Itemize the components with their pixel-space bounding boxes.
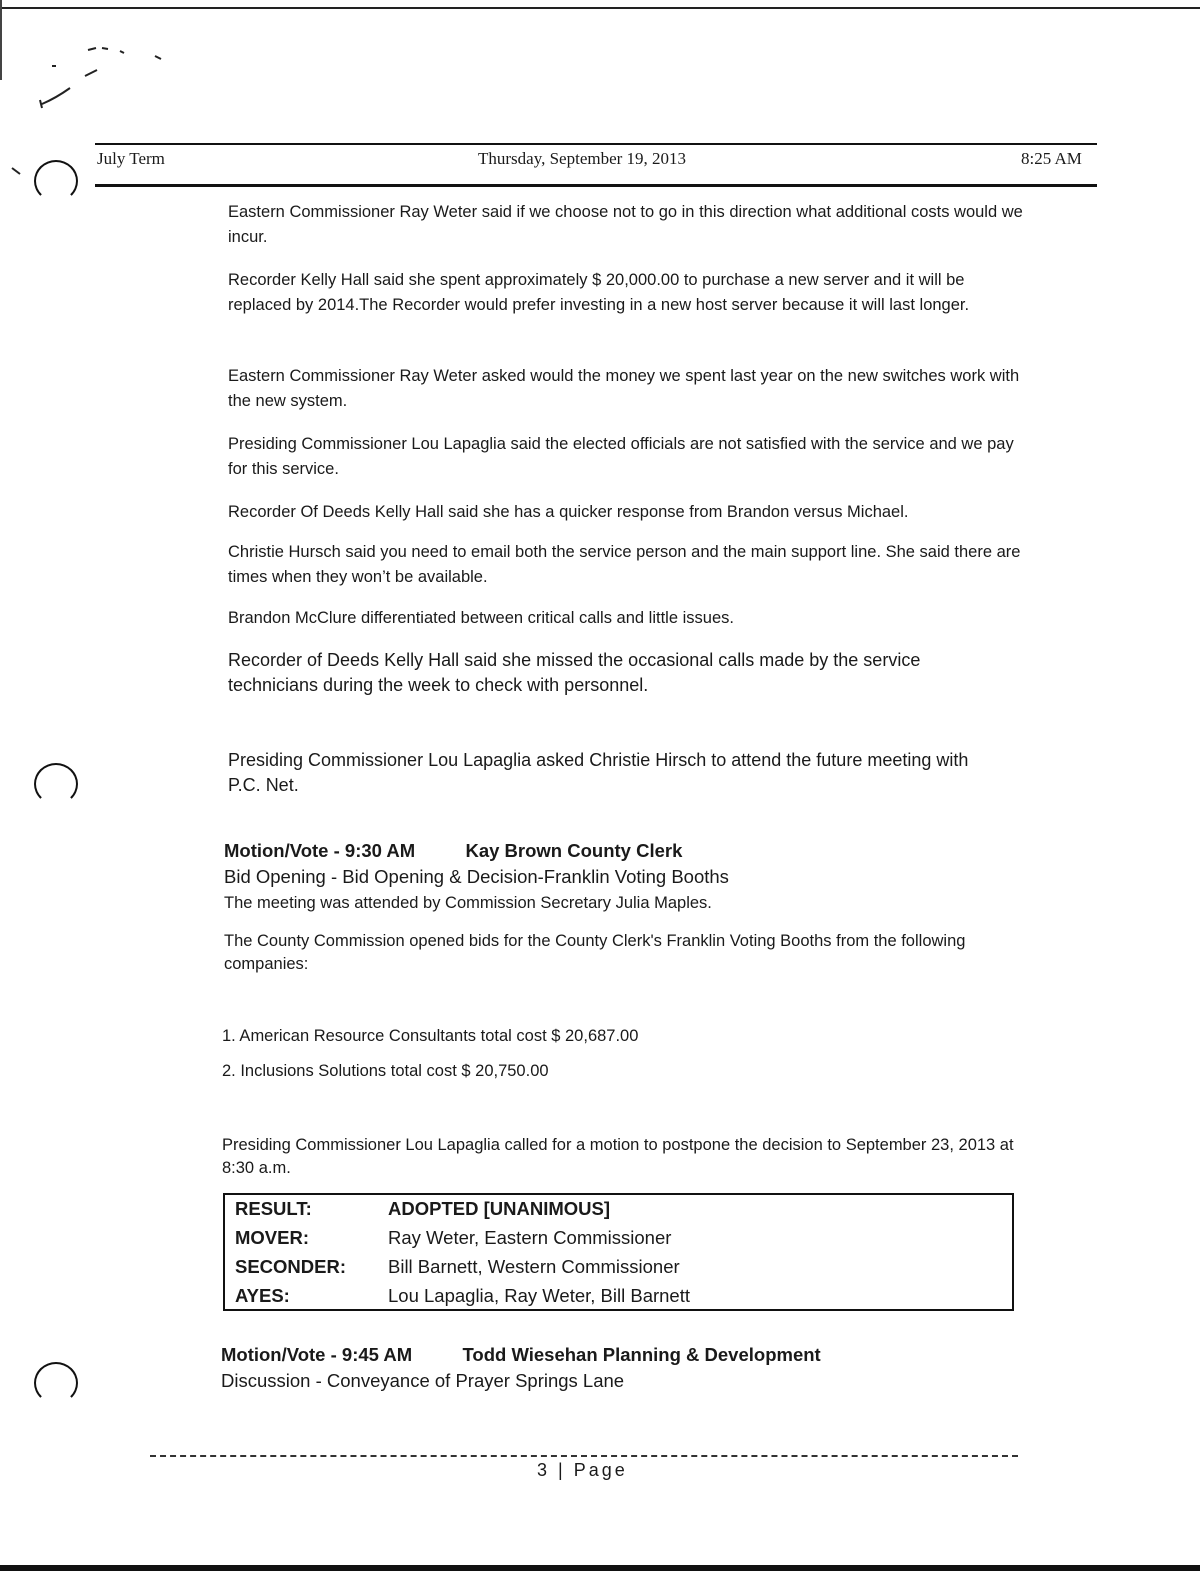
header-rule-top [95, 143, 1097, 145]
motion-label: Motion/Vote - [221, 1344, 337, 1365]
header-term: July Term [97, 149, 165, 168]
result-value: ADOPTED [UNANIMOUS] [388, 1198, 610, 1219]
motion-presenter: Todd Wiesehan Planning & Development [462, 1344, 821, 1365]
motion-subtitle: Bid Opening - Bid Opening & Decision-Franklin Voting Booths [224, 866, 729, 887]
page-number: 3 | Page [537, 1460, 628, 1480]
motion-presenter: Kay Brown County Clerk [465, 840, 683, 861]
bid-item: 2. Inclusions Solutions total cost $ 20,750.00 [222, 1062, 549, 1080]
paragraph: Eastern Commissioner Ray Weter said if we choose not to go in this direction what additional costs would we incur. [228, 203, 1023, 246]
header-time: 8:25 AM [1021, 149, 1082, 168]
seconder-value: Bill Barnett, Western Commissioner [388, 1256, 680, 1277]
bid-item: 1. American Resource Consultants total cost $ 20,687.00 [222, 1027, 639, 1045]
seconder-row [235, 1256, 680, 1278]
header-date: Thursday, September 19, 2013 [478, 149, 687, 168]
ayes-value: Lou Lapaglia, Ray Weter, Bill Barnett [388, 1285, 690, 1306]
punch-hole-top [34, 160, 78, 202]
punch-hole-middle [34, 763, 78, 805]
motion-heading-1 [224, 840, 682, 862]
seconder-label: SECONDER: [235, 1256, 347, 1277]
mover-label: MOVER: [235, 1227, 309, 1248]
mover-row [235, 1227, 671, 1249]
scan-tick-mark [10, 166, 24, 176]
motion-label: Motion/Vote - [224, 840, 340, 861]
vote-result-box [223, 1193, 1014, 1311]
paragraph: Christie Hursch said you need to email both the service person and the main support line. She said there are times when they won’t be available. [228, 543, 1021, 586]
paragraph: Brandon McClure differentiated between critical calls and little issues. [228, 609, 734, 627]
result-label: RESULT: [235, 1198, 312, 1219]
motion-time: 9:45 AM [341, 1344, 413, 1365]
attendance-note: The meeting was attended by Commission Secretary Julia Maples. [224, 894, 712, 912]
motion-subtitle: Discussion - Conveyance of Prayer Springs Lane [221, 1370, 625, 1391]
mover-value: Ray Weter, Eastern Commissioner [388, 1227, 672, 1248]
ayes-row [235, 1285, 690, 1307]
paragraph: Recorder of Deeds Kelly Hall said she missed the occasional calls made by the service technicians during the week to check with personnel. [228, 650, 921, 695]
motion-call: Presiding Commissioner Lou Lapaglia called for a motion to postpone the decision to September 23, 2013 at 8:30 a.m. [222, 1136, 1014, 1177]
bid-intro: The County Commission opened bids for the County Clerk's Franklin Voting Booths from the following companies: [224, 932, 966, 973]
paragraph: Recorder Kelly Hall said she spent approximately $ 20,000.00 to purchase a new server and it will be replaced by 2014.The Recorder would prefer investing in a new host server because it will last longer. [228, 271, 970, 314]
scan-smudge-marks [30, 40, 170, 120]
motion-time: 9:30 AM [344, 840, 416, 861]
paragraph: Presiding Commissioner Lou Lapaglia said the elected officials are not satisfied with the service and we pay for this service. [228, 435, 1014, 478]
scan-border-top [0, 7, 1200, 9]
header-rule-bottom [95, 184, 1097, 187]
paragraph: Eastern Commissioner Ray Weter asked would the money we spent last year on the new switches work with the new system. [228, 367, 1020, 410]
motion-heading-2 [221, 1344, 821, 1366]
ayes-label: AYES: [235, 1285, 290, 1306]
scan-border-left [0, 0, 2, 80]
result-row [235, 1198, 610, 1220]
footer-rule [150, 1455, 1018, 1457]
punch-hole-bottom [34, 1362, 78, 1404]
scan-border-bottom [0, 1565, 1200, 1571]
paragraph: Recorder Of Deeds Kelly Hall said she has a quicker response from Brandon versus Michael. [228, 503, 909, 521]
paragraph: Presiding Commissioner Lou Lapaglia asked Christie Hirsch to attend the future meeting with P.C. Net. [228, 750, 969, 795]
